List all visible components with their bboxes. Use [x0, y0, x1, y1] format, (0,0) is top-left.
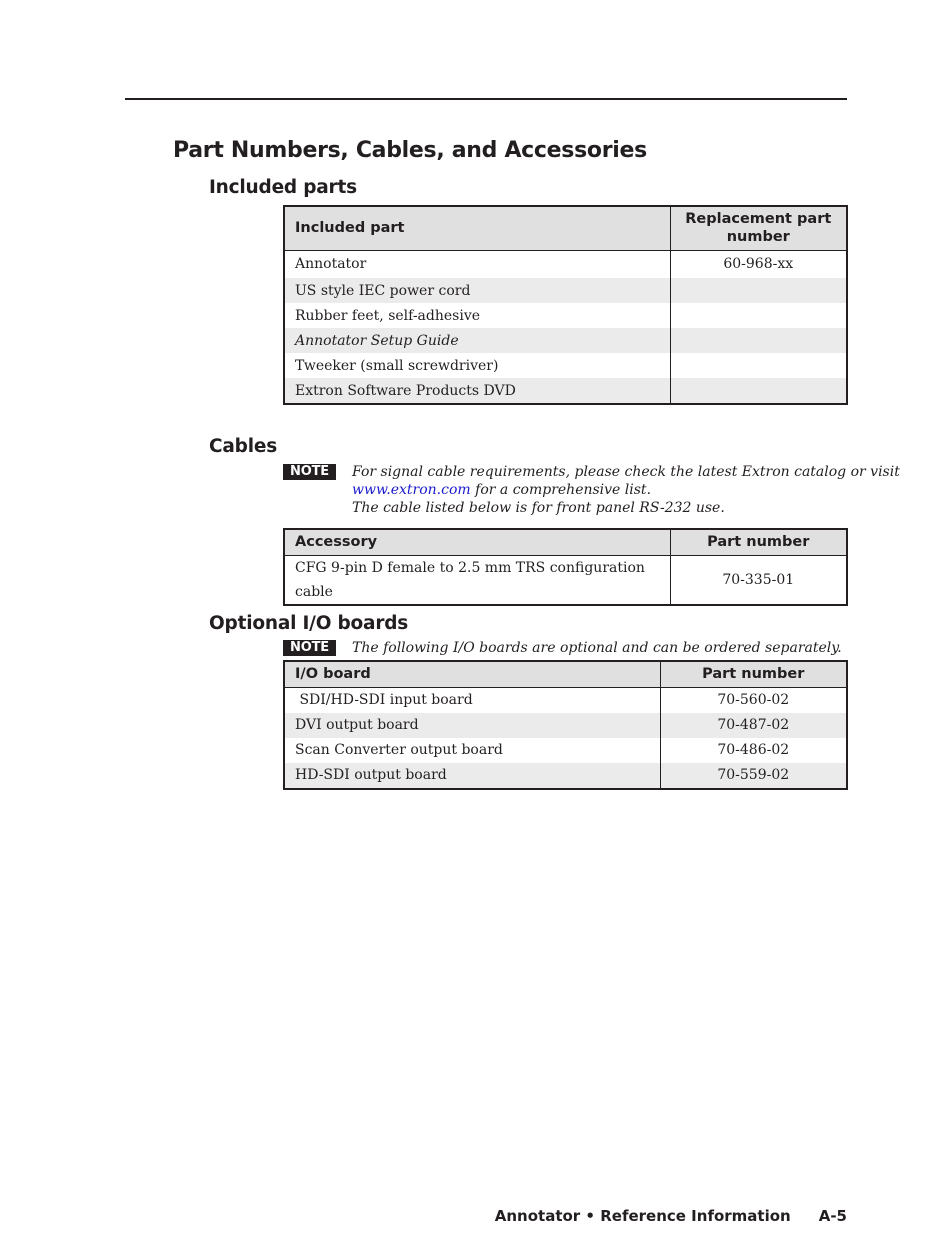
column-header: Included part [284, 206, 670, 250]
part-number-cell [670, 303, 847, 328]
part-name-cell: Tweeker (small screwdriver) [295, 357, 499, 374]
table-row [284, 278, 847, 303]
column-header: Part number [670, 529, 847, 555]
part-name-cell: Annotator [295, 256, 367, 273]
part-number-cell: 70-560-02 [660, 687, 847, 713]
io-boards-table [283, 660, 848, 790]
included-parts-heading: Included parts [209, 177, 357, 198]
column-header: Accessory [284, 529, 670, 555]
table-row [284, 687, 847, 713]
note-line: For signal cable requirements, please check the latest Extron catalog or visit [352, 464, 900, 480]
footer-text: Annotator • Reference Information [494, 1207, 791, 1225]
cables-heading: Cables [209, 436, 278, 457]
table-row [284, 353, 847, 378]
table-row [284, 555, 847, 605]
io-boards-heading: Optional I/O boards [209, 613, 409, 634]
part-number-cell [670, 278, 847, 303]
note-line: for a comprehensive list. [470, 482, 652, 498]
board-name-cell: DVI output board [284, 713, 660, 738]
part-name-cell: US style IEC power cord [284, 278, 670, 303]
part-number-cell: 70-335-01 [670, 555, 847, 605]
part-number-cell [670, 328, 847, 353]
included-parts-table [283, 205, 848, 405]
cables-table [283, 528, 848, 606]
part-number-cell [670, 378, 847, 404]
table-row [284, 713, 847, 738]
accessory-cell: CFG 9-pin D female to 2.5 mm TRS configuration cable [295, 559, 645, 600]
board-name-cell: Scan Converter output board [295, 742, 503, 758]
board-name-cell: HD-SDI output board [284, 763, 660, 789]
note-badge: NOTE [283, 640, 336, 656]
column-header: I/O board [284, 661, 660, 687]
part-name-cell: Annotator Setup Guide [284, 328, 670, 353]
table-header-row [284, 206, 847, 250]
part-number-cell: 70-559-02 [660, 763, 847, 789]
table-row [284, 328, 847, 353]
part-name-cell: Rubber feet, self-adhesive [295, 307, 481, 324]
note-line: The cable listed below is for front panel RS-232 use. [352, 500, 725, 516]
table-row [284, 378, 847, 404]
table-header-row [284, 661, 847, 687]
table-header-row [284, 529, 847, 555]
part-number-cell: 70-486-02 [660, 738, 847, 763]
part-number-cell: 60-968-xx [670, 250, 847, 278]
table-row [284, 738, 847, 763]
column-header: Part number [660, 661, 847, 687]
board-name-cell: SDI/HD-SDI input board [295, 692, 473, 708]
table-row [284, 763, 847, 789]
part-number-cell: 70-487-02 [660, 713, 847, 738]
page-number: A-5 [818, 1207, 847, 1225]
note-text: The following I/O boards are optional and can be ordered separately. [352, 640, 842, 656]
note-text [352, 463, 900, 517]
part-number-cell [670, 353, 847, 378]
header-rule [125, 98, 847, 100]
page-footer [495, 1207, 847, 1225]
note-badge: NOTE [283, 464, 336, 480]
part-name-cell: Extron Software Products DVD [284, 378, 670, 404]
page-title: Part Numbers, Cables, and Accessories [173, 138, 647, 163]
table-row [284, 303, 847, 328]
table-row [284, 250, 847, 278]
column-header: Replacement part number [670, 206, 847, 250]
extron-link[interactable]: www.extron.com [352, 482, 471, 498]
